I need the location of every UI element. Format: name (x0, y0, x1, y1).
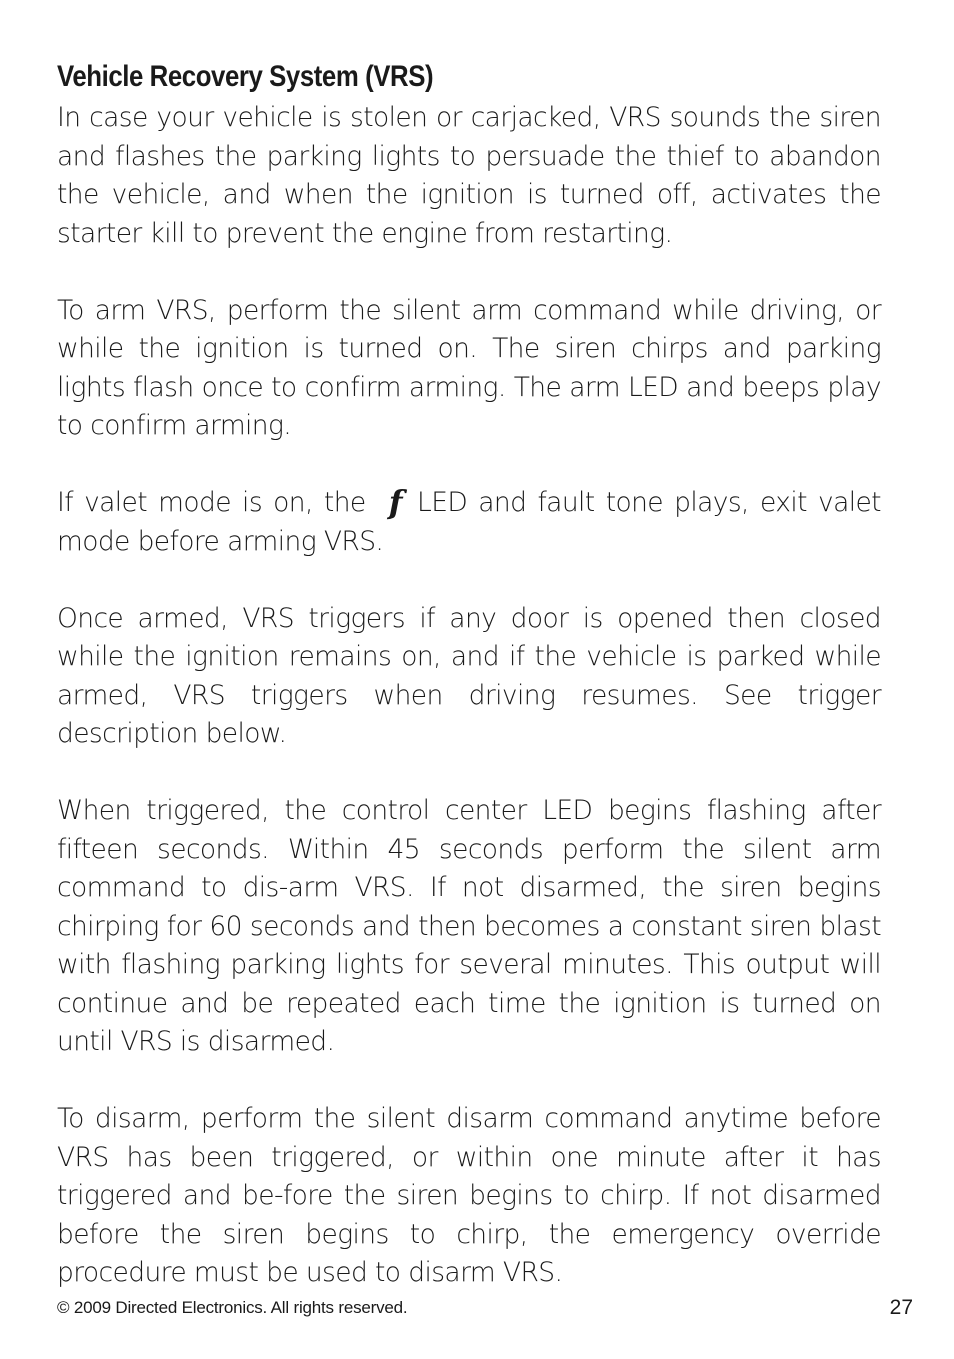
page-content (57, 55, 881, 1331)
paragraph-valet-mode (57, 484, 881, 561)
valet-text-before-icon: If valet mode is on, the (57, 487, 377, 518)
paragraph-triggers: Once armed, VRS triggers if any door is opened then closed while the ignition remains on, and if the vehicle is parked while armed, VRS triggers when driving resumes. See trigger description below. (57, 602, 881, 749)
page-footer (57, 1296, 913, 1326)
paragraph-when-triggered: When triggered, the control center LED begins flashing after fifteen seconds. Within 45 seconds perform the silent arm command to dis-arm VRS. If not disarmed, the siren begins chirping for 60 seconds and then becomes a constant siren blast with flashing parking lights for several minutes. This output will continue and be repeated each time the ignition is turned on until VRS is disarmed. (57, 795, 881, 1057)
copyright-notice: © 2009 Directed Electronics. All rights reserved. (57, 1298, 408, 1317)
section-title: Vehicle Recovery System (VRS) (57, 60, 434, 93)
valet-text-after-icon: LED and fault tone plays, exit valet mode before arming VRS. (57, 487, 881, 557)
page-number: 27 (889, 1296, 913, 1319)
function-f-icon: f (388, 483, 402, 521)
paragraph-intro: In case your vehicle is stolen or carjacked, VRS sounds the siren and flashes the parking lights to persuade the thief to abandon the vehicle, and when the ignition is turned off, activates the starter kill to prevent the engine from restarting. (57, 102, 881, 249)
paragraph-disarm: To disarm, perform the silent disarm command anytime before VRS has been triggered, or within one minute after it has triggered and be-fore the siren begins to chirp. If not disarmed before the siren begins to chirp, the emergency override procedure must be used to disarm VRS. (57, 1103, 881, 1288)
paragraph-arming: To arm VRS, perform the silent arm command while driving, or while the ignition is turned on. The siren chirps and parking lights flash once to confirm arming. The arm LED and beeps play to confirm arming. (57, 294, 881, 441)
